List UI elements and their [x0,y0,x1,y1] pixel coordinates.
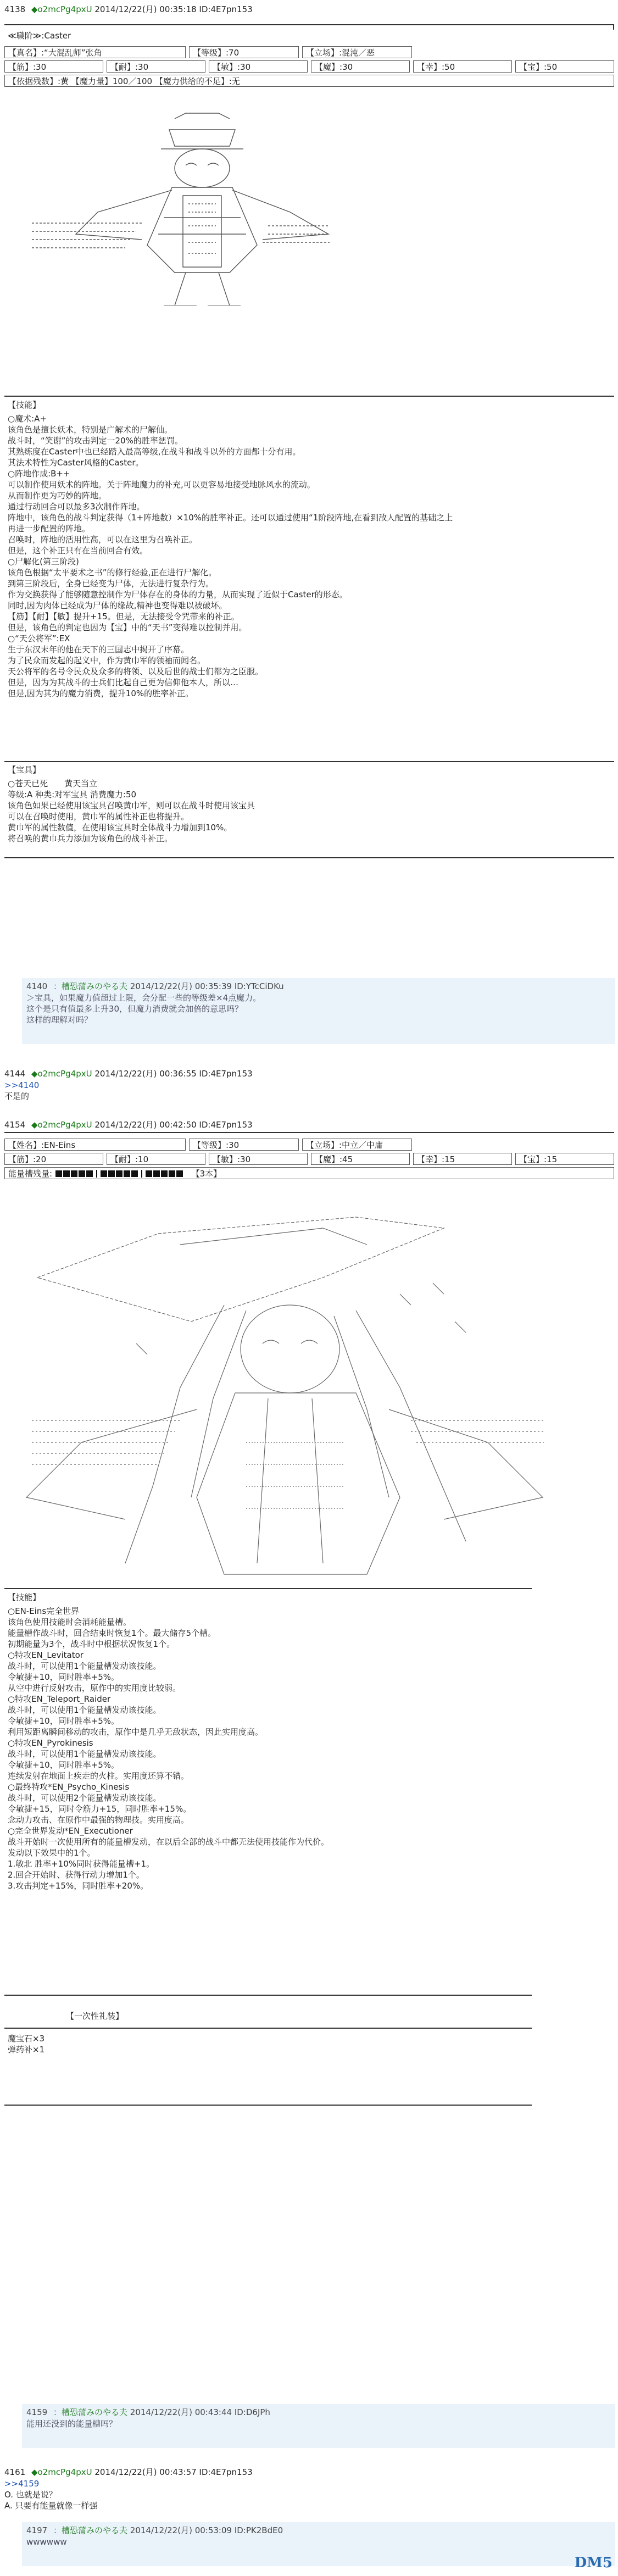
post-header [4,2467,609,2478]
np-line: 黄巾军的属性数值，在使用该宝具时全体战斗力增加到10%。 [8,823,232,832]
stat-name: 【真名】:“大混乱师”张角 [4,46,186,58]
reply-line: 不是的 [4,1091,30,1101]
stat-luck: 【幸】:15 [413,1153,512,1165]
skill-line: 战斗时，可以使用1个能量槽发动该技能。 [8,1749,162,1759]
energy-gauge [4,1167,614,1179]
skill-line: ○阵地作成:B++ [8,469,70,479]
gauge-block [79,1170,85,1177]
reply-line: O. 也就是说？ [4,2489,57,2500]
np-line: 可以在召唤时使用，黄巾军的属性补正也将提升。 [8,812,190,821]
stat-np: 【宝】:15 [515,1153,614,1165]
divider [4,1132,614,1133]
skill-line: ○魔术:A+ [8,414,47,424]
skill-line: 其法术特性为Caster风格的Caster。 [8,458,144,468]
skill-line: 1.敏北 胜率+10%同时获得能量槽+1。 [8,1859,155,1869]
gauge-block [101,1170,107,1177]
reply-line: 能用还没到的能量槽吗？ [26,2418,118,2429]
reply-line: wwwwww [26,2536,67,2547]
skill-line: ○完全世界发动*EN_Executioner [8,1826,133,1836]
stat-mag: 【魔】:30 [311,60,410,73]
gauge-label: 能量槽残量: [8,1169,53,1179]
divider [4,2105,532,2106]
post-header [4,1120,609,1131]
skill-line: 该角色根据“太平要术之书”的修行经验,正在进行尸解化。 [8,568,217,578]
post-header [4,4,609,15]
gauge-block [55,1170,62,1177]
skill-line: 从空中进行反射攻击，原作中的实用度比较弱。 [8,1683,181,1693]
np-line: 将召唤的黄巾兵力添加为该角色的战斗补正。 [8,834,173,843]
skill-line: ○特攻EN_Pyrokinesis [8,1738,93,1748]
post-number[interactable]: 4140 [26,981,48,991]
gauge-separator [141,1170,142,1178]
stat-alignment: 【立场】:中立／中庸 [302,1139,412,1151]
skill-line: ○最终特攻*EN_Psycho_Kinesis [8,1782,130,1792]
skill-line: 念动力攻击、在原作中最强的物理技。实用度高。 [8,1815,190,1825]
skill-line: 为了民众而发起的起义中，作为黄巾军的领袖而闻名。 [8,656,206,665]
skill-line: 但是，因为为其战斗的士兵们比起自己更为信仰他本人，所以… [8,678,239,687]
skill-line: 该角色使用技能时会消耗能量槽。 [8,1617,132,1627]
skill-line: 阵地中，该角色的战斗判定获得（1+阵地数）×10%的胜率补正。还可以通过使用“1阶段阵地,在看到敌人配置的基础之上 [8,513,453,523]
divider [4,857,614,858]
skill-line: 令敏捷+10，同时胜率+5%。 [8,1760,120,1770]
gauge-block [161,1170,168,1177]
skill-line: ○特攻EN_Teleport_Raider [8,1694,111,1704]
gauge-block [116,1170,123,1177]
skill-line: 战斗时，可以使用2个能量槽发动该技能。 [8,1793,162,1803]
class-line: ≪職阶≫:Caster [8,31,71,41]
stat-mana: 【依据残数】:黄 【魔力量】100／100 【魔力供给的不足】:无 [4,75,614,87]
np-title: 【一次性礼装】 [66,2011,124,2021]
stat-end: 【耐】:10 [107,1153,205,1165]
gauge-count: 【3本】 [191,1169,222,1179]
reply-line: ＞宝具，如果魔力值超过上限，会分配一些的等级差×4点魔力。 [26,992,261,1003]
reply-anchor-link[interactable]: >>4159 [4,2478,40,2489]
stat-luck: 【幸】:50 [413,60,512,73]
poster-name: ◆o2mcPg4pxU [31,1069,92,1079]
stat-mag: 【魔】:45 [311,1153,410,1165]
post-header [4,1069,609,1080]
skill-line: 2.回合开始时、获得行动力增加1个。 [8,1870,144,1880]
post-date: 2014/12/22(月) 00:43:44 ID:D6JPh [130,2407,270,2417]
gauge-block [71,1170,77,1177]
gauge-separator [96,1170,97,1178]
reply-4197 [22,2522,615,2566]
poster-name: ◆o2mcPg4pxU [31,1120,92,1130]
stat-agi: 【敏】:30 [209,1153,308,1165]
post-date: 2014/12/22(月) 00:53:09 ID:PK2BdE0 [130,2525,283,2535]
skill-line: 生于东汉末年的他在天下的三国志中揭开了序幕。 [8,645,190,654]
post-date: 2014/12/22(月) 00:36:55 ID:4E7pn153 [94,1069,253,1079]
gauge-block [153,1170,160,1177]
skill-line: 作为交换获得了能够随意控制作为尸体存在的身体的力量，从而实现了近似于Caster的形态。 [8,590,348,599]
reply-4159 [22,2404,615,2448]
stat-level: 【等级】:70 [189,46,299,58]
skill-line: ○特攻EN_Levitator [8,1650,83,1660]
caster-np [8,778,606,844]
skill-line: 再进一步配置的阵地。 [8,524,91,534]
post-number[interactable]: 4138 [4,4,26,14]
skill-line: 令敏捷+10，同时胜率+5%。 [8,1672,120,1682]
eneins-np [8,2033,606,2055]
stat-end: 【耐】:30 [107,60,205,73]
reply-4140 [22,978,615,1044]
divider [4,1588,532,1589]
skill-line: 天公将军的名号令民众及众多的将领、以及后世的战士们都为之臣服。 [8,667,264,676]
divider [4,2028,532,2029]
poster-name: ◆o2mcPg4pxU [31,2467,92,2477]
skill-line: 到第三阶段后，全身已经变为尸体，无法进行复杂行为。 [8,579,214,589]
np-line: 等级:A 种类:对军宝具 消费魔力:50 [8,790,137,800]
gauge-block [86,1170,93,1177]
reply-line: 这样的理解对吗？ [26,1014,93,1025]
caster-stats [4,45,614,88]
skill-line: 可以制作使用妖术的阵地。关于阵地魔力的补充,可以更容易地接受地脉风水的流动。 [8,480,315,490]
skill-line: 发动以下效果中的1个。 [8,1848,96,1858]
skill-line: 战斗开始时一次使用所有的能量槽发动，在以后全部的战斗中都无法使用技能作为代价。 [8,1837,330,1847]
skill-line: 3.攻击判定+15%，同时胜率+20%。 [8,1881,149,1891]
stat-np: 【宝】:50 [515,60,614,73]
caster-skills [8,413,606,699]
np-line: 该角色如果已经使用该宝具召唤黄巾军，则可以在战斗时使用该宝具 [8,801,255,810]
skill-line: 但是，这个补正只有在当前回合有效。 [8,546,148,556]
gauge-block [146,1170,152,1177]
stat-level: 【等级】:30 [189,1139,299,1151]
post-number[interactable]: 4159 [26,2407,48,2417]
skill-line: 通过行动回合可以最多3次制作阵地。 [8,502,145,512]
gauge-block [124,1170,130,1177]
post-number[interactable]: 4197 [26,2525,48,2535]
poster-name: ：槽恐蒲みのやる夫 [53,2525,127,2535]
caster-art-figure [32,108,330,306]
skill-line: 但是,因为其为的魔力消费，提升10%的胜率补正。 [8,689,194,698]
skill-line: 该角色是擅长妖术，特别是广解术的尸解仙。 [8,425,173,435]
gauge-block [108,1170,115,1177]
post-date: 2014/12/22(月) 00:35:39 ID:YTcCiDKu [130,981,284,991]
np-line: 弹药补×1 [8,2045,45,2055]
caster-ascii-art [22,97,330,306]
stat-alignment: 【立场】:混沌／恶 [302,46,412,58]
skill-line: 利用短距离瞬间移动的攻击，原作中是几乎无敌状态，因此实用度高。 [8,1727,264,1737]
eneins-stats [4,1137,614,1180]
skills-title: 【技能】 [8,1592,41,1602]
skill-line: 能量槽作战斗时，回合结束时恢复1个。最大储存5个槽。 [8,1628,216,1638]
skill-line: 同时,因为肉体已经成为尸体的缘故,精神也变得难以被破坏。 [8,601,227,610]
skill-line: 召唤时，阵地的活用性高，可以在这里为召唤补正。 [8,535,198,545]
skill-line: ○“天公将军”:EX [8,634,70,643]
eneins-ascii-art [5,1201,544,1585]
poster-name: ：槽恐蒲みのやる夫 [53,2407,127,2417]
divider [4,396,614,397]
stat-str: 【筋】:30 [4,60,103,73]
np-line: 魔宝石×3 [8,2034,45,2044]
reply-anchor-link[interactable]: >>4140 [4,1080,40,1090]
gauge-block [131,1170,138,1177]
skill-line: 令敏捷+15，同时令筋力+15，同时胜率+15%。 [8,1804,192,1814]
skill-line: 战斗时，可以使用1个能量槽发动该技能。 [8,1661,162,1671]
skill-line: 其熟练度在Caster中也已经踏入最高等级,在战斗和战斗以外的方面都十分有用。 [8,447,301,457]
post-date: 2014/12/22(月) 00:43:57 ID:4E7pn153 [94,2467,253,2477]
site-watermark-logo: DM5 [574,2555,613,2572]
skill-line: 初期能量为3个，战斗时中根据状况恢复1个。 [8,1639,175,1649]
post-date: 2014/12/22(月) 00:42:50 ID:4E7pn153 [94,1120,253,1130]
post-4144 [4,1069,609,1102]
gauge-block [63,1170,70,1177]
skill-line: 从而制作更为巧妙的阵地。 [8,491,107,501]
skill-line: 但是，该角色的判定也因为【宝】中的“天书”变得难以控制并用。 [8,623,247,632]
post-header [26,981,611,992]
post-number[interactable]: 4144 [4,1069,26,1079]
post-number[interactable]: 4154 [4,1120,26,1130]
divider-end [613,24,614,30]
stat-agi: 【敏】:30 [209,60,308,73]
post-number[interactable]: 4161 [4,2467,26,2477]
skill-line: 连续发射在地面上疾走的火柱。实用度还算不错。 [8,1771,190,1781]
skill-line: 战斗时，“笑谢”的攻击判定一20%的胜率惩罚。 [8,436,183,446]
reply-line: A. 只要有能量就像一样强 [4,2500,98,2511]
stat-name: 【姓名】:EN-Eins [4,1139,186,1151]
poster-name: ◆o2mcPg4pxU [31,4,92,14]
poster-name: ：槽恐蒲みのやる夫 [53,981,127,991]
divider [4,1995,532,1996]
divider [4,761,614,762]
post-4138 [4,4,609,15]
post-header [26,2525,611,2536]
skill-line: 令敏捷+10，同时胜率+5%。 [8,1716,120,1726]
post-header [26,2407,611,2418]
divider [4,24,614,25]
eneins-art-figure [15,1212,544,1586]
skill-line: ○尸解化(第三阶段) [8,557,79,567]
skill-line: 战斗时，可以使用1个能量槽发动该技能。 [8,1705,162,1715]
post-date: 2014/12/22(月) 00:35:18 ID:4E7pn153 [94,4,253,14]
skills-title: 【技能】 [8,400,41,410]
eneins-skills [8,1606,606,1891]
skill-line: ○EN-Eins完全世界 [8,1606,80,1616]
stat-str: 【筋】:20 [4,1153,103,1165]
reply-line: 这个是只有值最多上升30，但魔力消费就会加倍的意思吗？ [26,1003,243,1014]
skill-line: 【筋】【耐】【敏】提升+15。但是，无法接受令咒带来的补正。 [8,612,240,621]
np-title: 【宝具】 [8,765,41,775]
post-4161 [4,2467,609,2511]
post-4154 [4,1120,609,1131]
gauge-block [169,1170,175,1177]
gauge-block [176,1170,183,1177]
np-line: ○苍天已死 黄天当立 [8,779,98,789]
